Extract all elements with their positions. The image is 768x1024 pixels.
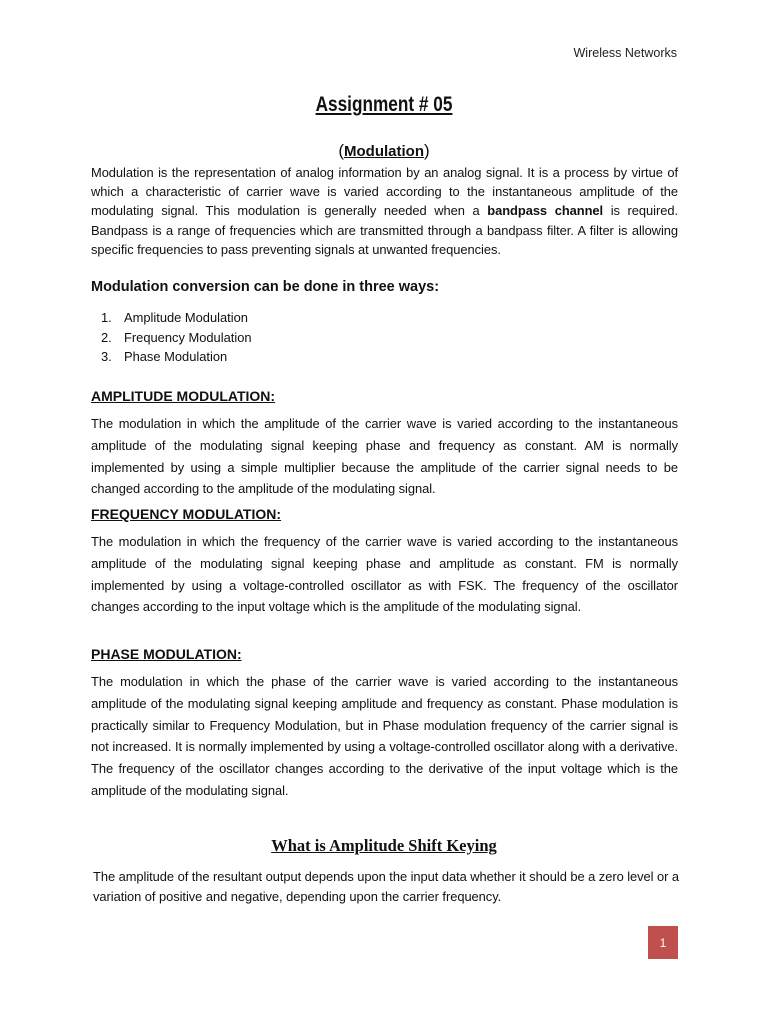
list-item-label: Amplitude Modulation [124, 310, 248, 325]
fm-heading: FREQUENCY MODULATION: [91, 506, 282, 522]
subtitle [0, 141, 768, 161]
pm-heading: PHASE MODULATION: [91, 646, 242, 662]
ways-list [101, 308, 252, 367]
page-number-badge: 1 [648, 926, 678, 959]
list-item [101, 347, 252, 367]
intro-keyword: bandpass channel [487, 203, 604, 219]
intro-text-2: is required. Bandpass is a range of frequencies which are transmitted through a bandpass filter. A filter is allowing specific frequencies to pass preventing signals at unwanted frequencies. [91, 203, 678, 257]
ask-heading: What is Amplitude Shift Keying [271, 836, 497, 855]
subtitle-close-paren: ) [423, 141, 430, 160]
fm-paragraph: The modulation in which the frequency of the carrier wave is varied according to the instantaneous amplitude of the modulating signal keeping phase and amplitude as constant. FM is normally implemented by using a voltage-controlled oscillator as with FSK. The frequency of the oscillator changes according to the input voltage which is the amplitude of the modulating signal. [91, 534, 678, 615]
subtitle-open-paren: ( [338, 141, 344, 160]
subtitle-word: Modulation [344, 143, 424, 160]
list-item-number: 2. [101, 329, 112, 345]
am-paragraph: The modulation in which the amplitude of the carrier wave is varied according to the instantaneous amplitude of the modulating signal keeping phase and frequency as constant. AM is normally implemented by using a simple multiplier because the amplitude of the carrier signal needs to be changed according to the amplitude of the modulating signal. [91, 416, 678, 497]
am-heading: AMPLITUDE MODULATION: [91, 388, 276, 404]
list-item [101, 328, 252, 348]
page-title: Assignment # 05 [315, 93, 453, 116]
intro-text-1: Modulation is the representation of analog information by an analog signal. It is a process by virtue of which a characteristic of carrier wave is varied according to the instantaneous amplitude of the modulating signal. This modulation is generally needed when a [91, 165, 678, 219]
list-item-number: 1. [101, 310, 112, 325]
ask-paragraph: The amplitude of the resultant output depends upon the input data whether it should be a zero level or a variation of positive and negative, depending upon the carrier frequency. [93, 869, 680, 904]
list-item [101, 308, 252, 328]
list-item-label: Frequency Modulation [124, 329, 252, 345]
list-item-label: Phase Modulation [124, 349, 228, 364]
intro-paragraph [91, 163, 678, 259]
ways-heading: Modulation conversion can be done in three ways: [91, 279, 440, 295]
running-header: Wireless Networks [573, 46, 677, 60]
pm-paragraph: The modulation in which the phase of the carrier wave is varied according to the instantaneous amplitude of the modulating signal keeping amplitude and frequency as constant. Phase modulation is practically similar to Frequency Modulation, but in Phase modulation frequency of the carrier signal is not increased. It is normally implemented by using a voltage-controlled oscillator along with a derivative. The frequency of the oscillator changes according to the derivative of the input voltage which is the amplitude of the modulating signal. [91, 674, 678, 798]
list-item-number: 3. [101, 349, 112, 364]
